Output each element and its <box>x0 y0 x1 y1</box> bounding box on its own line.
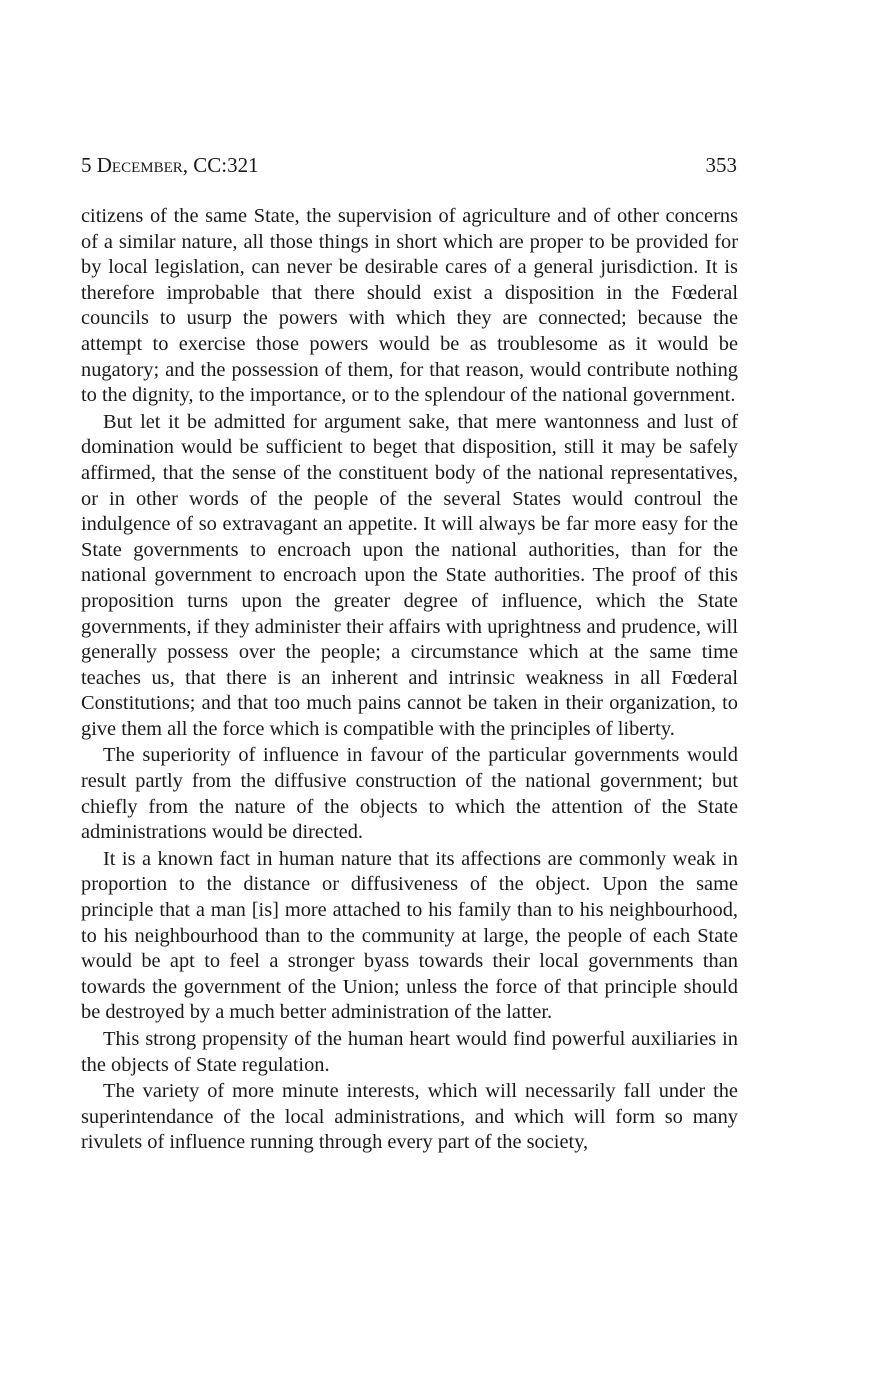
running-head-document-ref: CC:321 <box>193 153 259 177</box>
paragraph-1: citizens of the same State, the supervision of agriculture and of other concerns of a similar nature, all those things in short which are proper to be provided for by local legislation, can never be desirable cares of a general jurisdiction. It is therefore improbable that there should exist a disposition in the Fœderal councils to usurp the powers with which they are connected; because the attempt to exercise those powers would be as troublesome as it would be nugatory; and the possession of them, for that reason, would contribute nothing to the dignity, to the importance, or to the splendour of the national government. <box>81 205 738 407</box>
paragraph-6: The variety of more minute interests, which will necessarily fall under the superintendance of the local administrations, and which will form so many rivulets of influence running through every part of the society, <box>81 1080 738 1154</box>
page-number: 353 <box>705 153 737 177</box>
running-head-month: December <box>96 153 183 177</box>
paragraph-5: This strong propensity of the human heart would find powerful auxiliaries in the objects of State regulation. <box>81 1028 738 1076</box>
paragraph-2: But let it be admitted for argument sake, that mere wantonness and lust of domination would be sufficient to beget that disposition, still it may be safely affirmed, that the sense of the constituent body of the national representatives, or in other words of the people of the several States would controul the indulgence of so extravagant an appetite. It will always be far more easy for the State governments to encroach upon the national authorities, than for the national government to encroach upon the State authorities. The proof of this proposition turns upon the greater degree of influence, which the State governments, if they administer their affairs with uprightness and prudence, will generally possess over the people; a circumstance which at the same time teaches us, that there is an inherent and intrinsic weakness in all Fœderal Constitutions; and that too much pains cannot be taken in their organization, to give them all the force which is compatible with the principles of liberty. <box>81 410 738 740</box>
paragraph-4: It is a known fact in human nature that its affections are commonly weak in proportion to the distance or diffusiveness of the object. Upon the same principle that a man [is] more attached to his family than to his neighbourhood, to his neighbourhood than to the community at large, the people of each State would be apt to feel a stronger byass towards their local governments than towards the government of the Union; unless the force of that principle should be destroyed by a much better administration of the latter. <box>81 847 738 1024</box>
running-head-date-number: 5 <box>81 153 92 177</box>
running-head-comma: , <box>182 153 194 177</box>
body-text <box>81 204 738 1156</box>
running-head <box>81 152 737 178</box>
paragraph-3: The superiority of influence in favour of the particular governments would result partly from the diffusive construction of the national government; but chiefly from the nature of the objects to which the attention of the State administrations would be directed. <box>81 744 738 844</box>
running-head-left <box>81 152 259 178</box>
